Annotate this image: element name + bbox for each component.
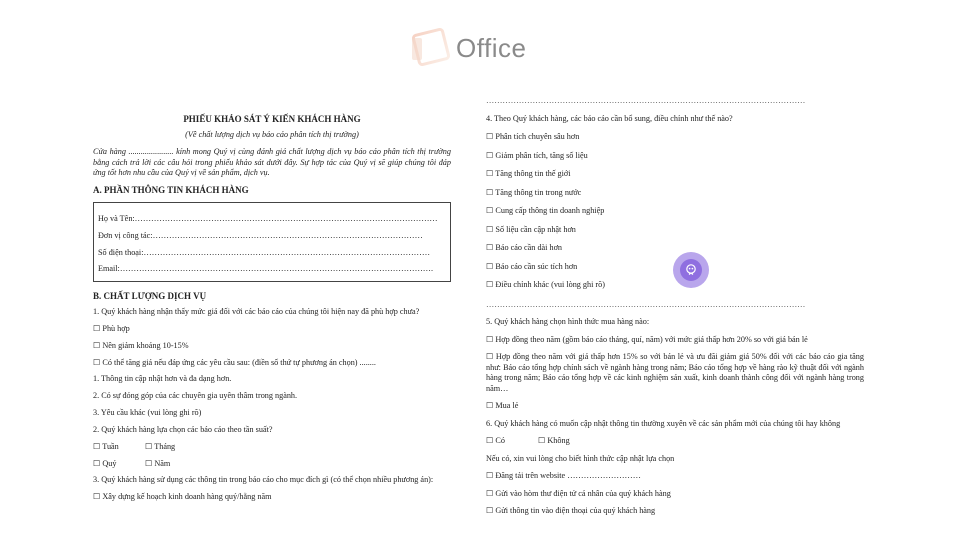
office-logo-icon bbox=[408, 26, 452, 70]
ai-assistant-button[interactable] bbox=[673, 252, 709, 288]
q2-option-month[interactable]: ☐ Tháng bbox=[145, 442, 176, 452]
q4-option-2[interactable]: ☐ Giảm phân tích, tăng số liệu bbox=[486, 150, 588, 160]
q2-option-week[interactable]: ☐ Tuần bbox=[93, 442, 119, 452]
q2-options-row-1 bbox=[93, 442, 451, 453]
section-a-heading: A. PHẦN THÔNG TIN KHÁCH HÀNG bbox=[93, 184, 249, 195]
q4-option-1[interactable]: ☐ Phân tích chuyên sâu hơn bbox=[486, 132, 580, 141]
q6-option-no[interactable]: ☐ Không bbox=[538, 436, 570, 445]
q4-option-5[interactable]: ☐ Cung cấp thông tin doanh nghiệp bbox=[486, 206, 605, 215]
q4-option-8[interactable]: ☐ Báo cáo cần súc tích hơn bbox=[486, 261, 578, 271]
q6-option-yes[interactable]: ☐ Có bbox=[486, 436, 505, 445]
middle-dotted-line: ……………………………………………………………………………………………………… bbox=[486, 299, 806, 309]
survey-right-column bbox=[486, 96, 864, 517]
q4-option-6[interactable]: ☐ Số liệu cần cập nhật hơn bbox=[486, 224, 576, 234]
survey-title: PHIẾU KHẢO SÁT Ý KIẾN KHÁCH HÀNG bbox=[183, 114, 361, 124]
question-5: 5. Quý khách hàng chọn hình thức mua hàng nào: bbox=[486, 317, 650, 326]
q2-option-quarter[interactable]: ☐ Quý bbox=[93, 458, 117, 468]
q4-option-3[interactable]: ☐ Tăng thông tin thế giới bbox=[486, 169, 571, 178]
ai-assistant-icon bbox=[680, 259, 702, 281]
q2-options-row-2 bbox=[93, 459, 451, 470]
question-4: 4. Theo Quý khách hàng, các báo cáo cần bổ sung, điều chỉnh như thế nào? bbox=[486, 113, 733, 123]
q4-option-4[interactable]: ☐ Tăng thông tin trong nước bbox=[486, 187, 582, 197]
q4-option-9[interactable]: ☐ Điều chỉnh khác (vui lòng ghi rõ) bbox=[486, 280, 605, 289]
q2-option-year[interactable]: ☐ Năm bbox=[145, 458, 171, 468]
q1-subitem-3: 3. Yêu cầu khác (vui lòng ghi rõ) bbox=[93, 408, 202, 418]
q5-option-retail[interactable]: ☐ Mua lẻ bbox=[486, 401, 519, 410]
q5-option-annual[interactable]: ☐ Hợp đồng theo năm (gồm báo cáo tháng, quí, năm) với mức giá thấp hơn 20% so với giá bán lẻ bbox=[486, 334, 808, 344]
q1-option-reduce[interactable]: ☐ Nên giảm khoảng 10-15% bbox=[93, 340, 189, 350]
brand-name: Office bbox=[456, 32, 527, 63]
q6-follow-up: Nếu có, xin vui lòng cho biết hình thức cập nhật lựa chọn bbox=[486, 453, 675, 463]
question-1: 1. Quý khách hàng nhận thấy mức giá đối với các báo cáo của chúng tôi hiện nay đã phù hợp chưa? bbox=[93, 306, 420, 316]
office-logo bbox=[408, 24, 526, 72]
q4-option-7[interactable]: ☐ Báo cáo cần dài hơn bbox=[486, 243, 563, 252]
q6-method-phone[interactable]: ☐ Gửi thông tin vào điện thoại của quý khách hàng bbox=[486, 506, 656, 515]
top-dotted-line: ……………………………………………………………………………………………………… bbox=[486, 96, 806, 105]
question-2: 2. Quý khách hàng lựa chọn các báo cáo theo tần suất? bbox=[93, 425, 273, 435]
survey-left-column bbox=[93, 114, 451, 502]
q1-subitem-1: 1. Thông tin cập nhật hơn và đa dạng hơn. bbox=[93, 374, 232, 384]
customer-info-box bbox=[93, 202, 451, 282]
q1-option-suitable[interactable]: ☐ Phù hợp bbox=[93, 323, 130, 333]
q5-option-annual-discount[interactable]: ☐ Hợp đồng theo năm với giá thấp hơn 15% so với bán lẻ và ưu đãi giảm giá 50% đối với các báo cáo gia tăng như: Báo cáo tổng hợp chính sách về ngành hàng trong năm; Báo cáo tổng hợp về hàng rào kỹ thuật đối với ngành hàng trong năm; Báo cáo tổng hợp về các kinh nghiệm sản xuất, kinh doanh thành công đối với ngành hàng trong năm… bbox=[486, 352, 864, 393]
question-6: 6. Quý khách hàng có muốn cập nhật thông tin thường xuyên về các sản phẩm mới của chúng tôi hay không bbox=[486, 418, 841, 428]
q6-method-email[interactable]: ☐ Gửi vào hòm thư điện tử cá nhân của quý khách hàng bbox=[486, 488, 671, 498]
survey-intro: Cửa hàng ...................... kính mong Quý vị cùng đánh giá chất lượng dịch vụ báo cáo phân tích thị trường bằng cách trả lời các câu hỏi trong phiếu khảo sát dưới đây. Sự hợp tác của Quý vị sẽ giúp chúng tôi đáp ứng tốt hơn nhu cầu của Quý vị về sản phẩm, dịch vụ. bbox=[93, 147, 451, 177]
name-field[interactable]: Họ và Tên:………………………………………………………………………………………………… bbox=[98, 214, 438, 223]
q6-options-row bbox=[486, 436, 864, 447]
organization-field[interactable]: Đơn vị công tác:……………………………………………………………………………………… bbox=[98, 230, 423, 240]
q1-subitem-2: 2. Có sự đóng góp của các chuyên gia uyên thâm trong ngành. bbox=[93, 391, 298, 401]
question-3: 3. Quý khách hàng sử dụng các thông tin trong báo cáo cho mục đích gì (có thể chọn nhiều phương án): bbox=[93, 474, 434, 484]
email-field[interactable]: Email:……………………………………………………………………………………………………. bbox=[98, 264, 433, 274]
q6-method-website[interactable]: ☐ Đăng tải trên website ……………………… bbox=[486, 471, 641, 480]
q1-option-increase[interactable]: ☐ Có thể tăng giá nếu đáp ứng các yêu cầu sau: (điền số thứ tự phương án chọn) ........ bbox=[93, 357, 376, 367]
section-b-heading: B. CHẤT LƯỢNG DỊCH VỤ bbox=[93, 290, 207, 301]
q3-option-plan[interactable]: ☐ Xây dựng kế hoạch kinh doanh hàng quý/hằng năm bbox=[93, 491, 272, 501]
phone-field[interactable]: Số điện thoại:…………………………………………………………………………………………… bbox=[98, 247, 431, 257]
survey-subtitle: (Về chất lượng dịch vụ báo cáo phân tích thị trường) bbox=[185, 129, 359, 139]
